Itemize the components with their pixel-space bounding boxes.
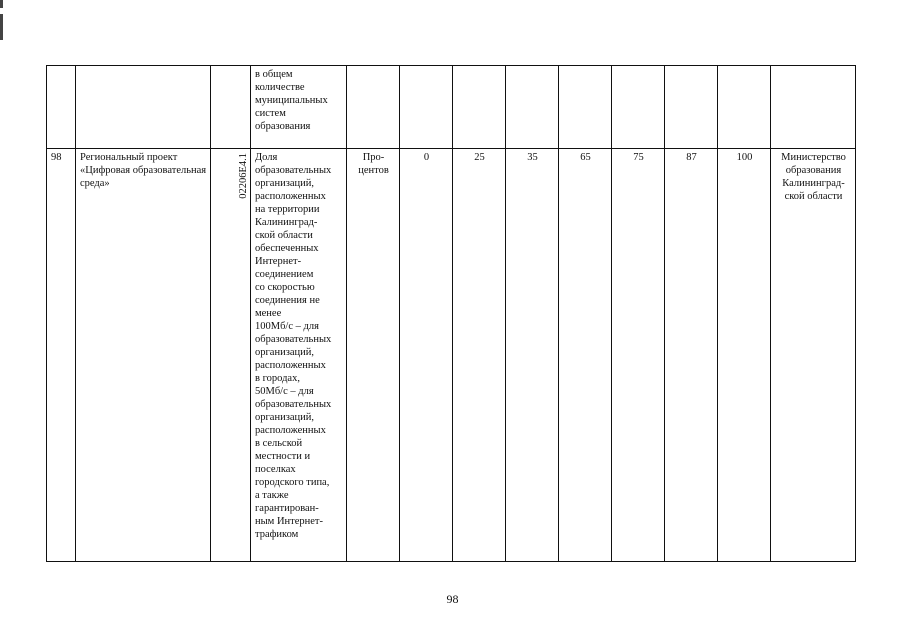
table-row (47, 149, 856, 562)
cell-code (211, 149, 251, 562)
value-cell: 35 (506, 149, 559, 562)
cell-value (665, 66, 718, 149)
continuation-row (47, 66, 856, 149)
cell-number (47, 66, 76, 149)
indicator-text: в общем количестве муниципальных систем образования (255, 69, 328, 132)
cell-code (211, 66, 251, 149)
cell-value (612, 66, 665, 149)
program-table (46, 65, 856, 562)
cell-project (76, 66, 211, 149)
cell-value (559, 66, 612, 149)
value-cell: 100 (718, 149, 771, 562)
value-cell: 0 (400, 149, 453, 562)
project-name: Региональный проект «Цифровая образовательная среда» (76, 149, 211, 562)
value-cell: 75 (612, 149, 665, 562)
responsible: Министерство образования Калининград- ской области (771, 149, 856, 562)
cell-unit (347, 66, 400, 149)
value-cell: 87 (665, 149, 718, 562)
cell-value (400, 66, 453, 149)
value-cell: 65 (559, 149, 612, 562)
row-number: 98 (47, 149, 76, 562)
indicator-name: Доля образовательных организаций, расположенных на территории Калининград- ской области обеспеченных Интернет- соединением со скоростью соединения не менее 100Мб/с – для образовательных организаций, расположенных в городах, 50Мб/с – для образовательных организаций, расположенных в сельской местности и поселках городского типа, а также гарантирован- ным Интернет- трафиком (251, 149, 347, 562)
unit: Про- центов (347, 149, 400, 562)
code-text: 02206Е4.1 (237, 153, 249, 199)
page-number: 98 (446, 592, 459, 606)
scan-edge-mark (0, 0, 3, 40)
cell-value (506, 66, 559, 149)
cell-indicator (251, 66, 347, 149)
cell-responsible (771, 66, 856, 149)
scan-edge-gap (0, 8, 3, 14)
value-cell: 25 (453, 149, 506, 562)
cell-value (718, 66, 771, 149)
cell-value (453, 66, 506, 149)
